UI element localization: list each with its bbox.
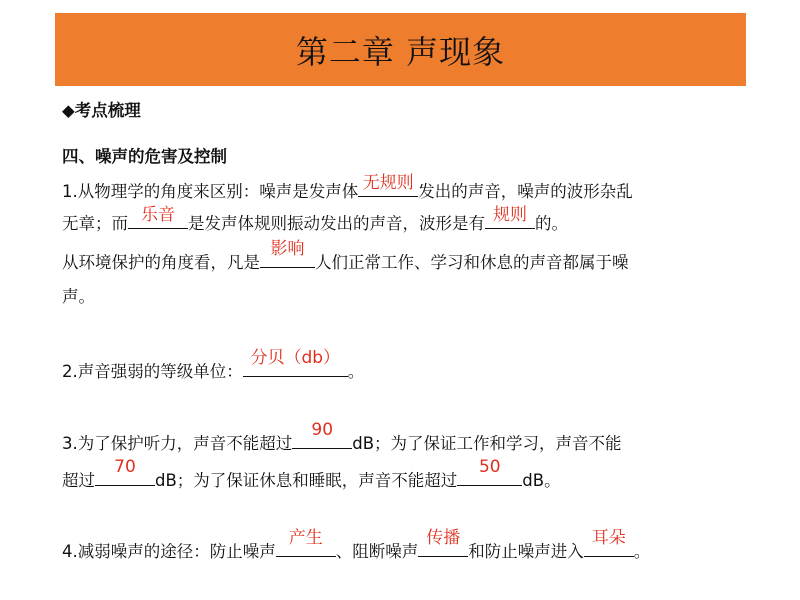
q3-answer-2: 70 bbox=[114, 457, 136, 477]
q1-line3: 从环境保护的角度看，凡是 影响 人们正常工作、学习和休息的声音都属于噪 bbox=[62, 239, 629, 272]
q4-answer-1: 产生 bbox=[288, 528, 323, 548]
section-heading: ◆考点梳理 bbox=[62, 101, 141, 120]
q3-blank-3 bbox=[457, 457, 522, 486]
q4-blank-2 bbox=[418, 528, 468, 557]
q3-answer-3: 50 bbox=[478, 457, 501, 477]
q1-line4: 声。 bbox=[62, 287, 95, 306]
q4-answer-2: 传播 bbox=[426, 528, 461, 548]
topic-heading: 四、噪声的危害及控制 bbox=[62, 147, 227, 166]
title-banner bbox=[55, 13, 746, 86]
q1-answer-3: 规则 bbox=[493, 205, 527, 225]
q4-blank-1 bbox=[276, 528, 336, 557]
q3-line2: 超过 70 dB；为了保证休息和睡眠，声音不能超过 50 dB。 bbox=[62, 457, 561, 490]
page-title: 第二章 声现象 bbox=[295, 32, 506, 71]
q1-answer-4: 影响 bbox=[270, 239, 305, 259]
q2-blank-1 bbox=[243, 348, 348, 377]
q4-blank-3 bbox=[584, 528, 634, 557]
q3-line1: 3.为了保护听力，声音不能超过 90 dB；为了保证工作和学习，声音不能 bbox=[62, 420, 622, 453]
q4-answer-3: 耳朵 bbox=[591, 528, 626, 548]
q3-blank-2 bbox=[95, 457, 155, 486]
q1-line1: 1.从物理学的角度来区别：噪声是发声体 无规则 发出的声音，噪声的波形杂乱 bbox=[62, 173, 633, 201]
q3-blank-1 bbox=[292, 420, 352, 449]
q1-blank-4 bbox=[260, 239, 315, 268]
q2-line1: 2.声音强弱的等级单位： 分贝（db） 。 bbox=[62, 348, 365, 381]
q1-line2: 无章；而 乐音 是发声体规则振动发出的声音，波形是有 规则 的。 bbox=[62, 205, 568, 233]
q1-answer-1: 无规则 bbox=[362, 173, 414, 193]
q1-answer-2: 乐音 bbox=[141, 205, 175, 225]
q1-blank-1 bbox=[358, 173, 418, 197]
q1-blank-2 bbox=[128, 205, 188, 229]
q2-answer-1: 分贝（db） bbox=[250, 348, 341, 368]
q4-line1: 4.减弱噪声的途径：防止噪声 产生 、阻断噪声 传播 和防止噪声进入 耳朵 。 bbox=[62, 528, 651, 561]
q1-blank-3 bbox=[485, 205, 535, 229]
q3-answer-1: 90 bbox=[311, 420, 334, 440]
